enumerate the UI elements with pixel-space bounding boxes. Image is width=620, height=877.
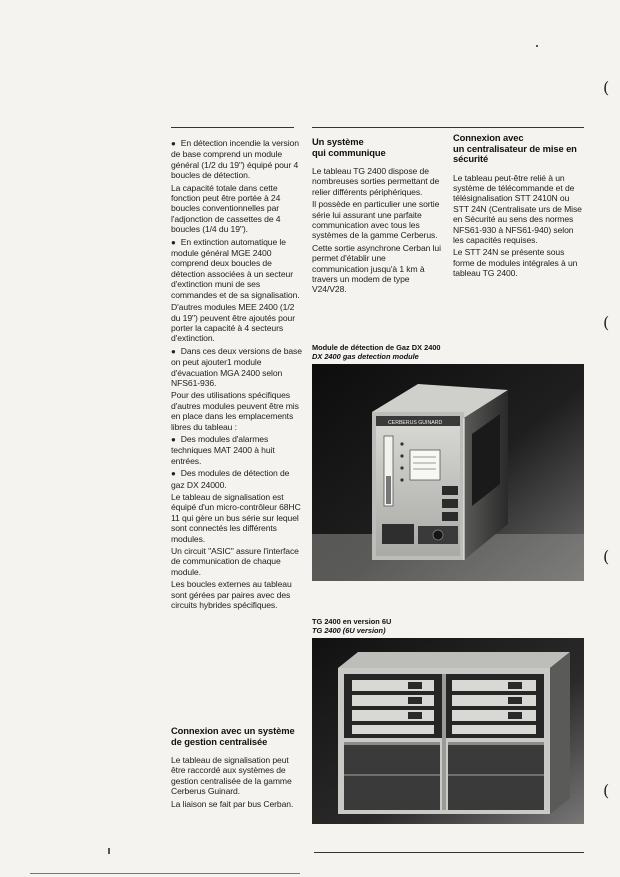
- dx-module-illustration: [312, 364, 584, 581]
- paragraph: Un circuit "ASIC" assure l'interface de communication de chaque module.: [171, 546, 299, 577]
- paragraph: ● En détection incendie la version de base comprend un module général (1/2 du 19") équipé pour 4 boucles de détection.: [171, 138, 303, 181]
- caption-fr: Module de détection de Gaz DX 2400: [312, 343, 441, 352]
- caption-en: TG 2400 (6U version): [312, 626, 386, 635]
- margin-mark-1: (: [603, 78, 610, 97]
- gestion-section: [171, 726, 303, 811]
- paragraph: Le tableau de signalisation est équipé d'un micro-contrôleur 68HC 11 qui gère un bus série sur lequel sont connectés les différents modules.: [171, 492, 301, 544]
- middle-column: [312, 137, 443, 297]
- paragraph: La liaison se fait par bus Cerban.: [171, 798, 294, 809]
- margin-mark-4: (: [603, 781, 610, 800]
- scan-speck: [536, 45, 538, 47]
- panel-brand-text: CERBERUS GUINARD: [388, 420, 443, 426]
- section-heading: Connexion avec un centralisateur de mise en sécurité: [453, 132, 577, 164]
- section-heading: Connexion avec un système de gestion centralisée: [171, 725, 295, 747]
- margin-mark-2: (: [603, 313, 610, 332]
- paragraph: Le tableau peut-être relié à un système de télécommande et de télésignalisation STT 2410N ou STT 24N (Centralisate urs de Mise en Sécurité au sens des normes NFS61-930 à NFS61-940) selon les capacités requises.: [453, 172, 582, 245]
- bottom-scan-line: [30, 873, 300, 874]
- figure-caption-dx: [312, 343, 582, 361]
- paragraph: D'autres modules MEE 2400 (1/2 du 19") peuvent être ajoutés pour porter la capacité à 4 secteurs d'extinction.: [171, 302, 295, 344]
- tg-cabinet-photo: [312, 638, 584, 824]
- section-heading: Un système qui communique: [312, 136, 386, 158]
- paragraph: Pour des utilisations spécifiques d'autres modules peuvent être mis en place dans les emplacements libres du tableau :: [171, 390, 299, 432]
- bottom-rule: [314, 852, 584, 853]
- caption-fr: TG 2400 en version 6U: [312, 617, 392, 626]
- paragraph: ● En extinction automatique le module général MGE 2400 comprend deux boucles de détection associées à un secteur d'extinction muni de ses commandes et de sa signalisation.: [171, 237, 303, 300]
- paragraph: Le STT 24N se présente sous forme de modules intégrales à un tableau TG 2400.: [453, 247, 578, 279]
- left-column: [171, 138, 303, 612]
- figure-caption-tg: [312, 617, 582, 635]
- margin-mark-3: (: [603, 547, 610, 566]
- paragraph: Cette sortie asynchrone Cerban lui permet d'établir une communication jusqu'à 1 km à travers un modem de type V24/V28.: [312, 242, 441, 295]
- tg-cabinet-illustration: [312, 638, 584, 824]
- paragraph: Le tableau de signalisation peut être raccordé aux systèmes de gestion centralisée de la gamme Cerberus Guinard.: [171, 755, 292, 797]
- top-rule-left: [171, 127, 294, 128]
- caption-en: DX 2400 gas detection module: [312, 352, 419, 361]
- paragraph: ● Des modules de détection de gaz DX 24000.: [171, 468, 303, 490]
- paragraph: La capacité totale dans cette fonction peut être portée à 24 boucles conventionnelles par l'adjonction de cassettes de 4 boucles (1/4 du 19").: [171, 182, 281, 235]
- paragraph: ● Dans ces deux versions de base on peut ajouter1 module d'évacuation MGA 2400 selon NFS61-936.: [171, 346, 303, 389]
- paragraph: Le tableau TG 2400 dispose de nombreuses sorties permettant de relier différents périphériques.: [312, 166, 440, 197]
- paragraph: ● Des modules d'alarmes techniques MAT 2400 à huit entrées.: [171, 434, 303, 466]
- dx-module-photo: [312, 364, 584, 581]
- scan-speck: [108, 848, 110, 854]
- paragraph: Les boucles externes au tableau sont gérées par paires avec des circuits hybrides spécifiques.: [171, 579, 292, 611]
- right-column: [453, 133, 585, 281]
- paragraph: Il possède en particulier une sortie série lui assurant une parfaite communication avec tous les systèmes de la gamme Cerberus.: [312, 199, 440, 241]
- top-rule-right: [312, 127, 584, 128]
